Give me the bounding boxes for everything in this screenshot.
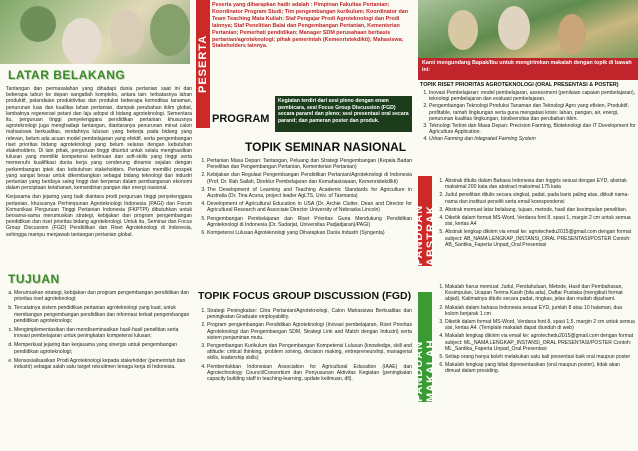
- seminar-item: 2. Kebijakan dan Regulasi Pengembangan Pendidikan Pertanian/Agroteknologi di Indonesia (Prof. Dr. Illah Sailah, Direktur Pembelajaran dan Kemahasiswaan, Kemenristekdikti): [207, 172, 412, 184]
- abstrak-item: 4. Diketik dalam format MS-Word, Verdana font 8, spasi 1, margin 2 cm untuk semua sisi, kertas A4: [445, 215, 636, 227]
- makalah-item: 1. Makalah harus memuat: Judul, Pendahuluan, Metode, Hasil dan Pembahasan, Kesimpulan, Ucapan Terima Kasih (bila ada), Daftar Pustaka (mengikuti format abjad). Kalimatnya ditulis secara padat, ringkas, jelas dan mudah dipahami.: [445, 284, 636, 303]
- topik-riset-title: TOPIK RISET PRIORITAS AGROTEKNOLOGI (ORAL PRESENTASI & POSTER): [420, 82, 619, 88]
- seminar-item: 4. Development of Agricultural Education in USA (Dr. Archie Clutter, Dean and Director for Agricultural Research and Associate Director University of Nebraska Lincoln): [207, 201, 412, 213]
- tujuan-title: TUJUAN: [8, 272, 60, 286]
- panduan-abstrak-band: PANDUAN ABSTRAK: [418, 176, 432, 266]
- topik-riset-item: 2. Pengembangan Teknologi Produksi Tanaman dan Teknologi Agro yang efisien, Produktif, profitable, ramah lingkungan serta guna mengatasi krisis: lahan, pangan, air, energi, penurunan kualitas lingkungan, biodiversitas dan perubahan iklim.: [429, 103, 636, 122]
- tujuan-item: d. Memperkuat jejaring dan kerjasama yang sinergis untuk pengembangan pendidikan agroteknologi;: [14, 342, 192, 354]
- latar-belakang-paragraph-1: Tantangan dan permasalahan yang dihadapi dunia pertanian saat ini dan beberapa tahun ke depan sangatlah kompleks, antara lain: terbatasnya lahan produktif, pelandaian produktivitas dan produksi beberapa komoditas tanaman, penurunan luas dan kualitas lahan pertanian, dampak perubahan iklim global, lambatnya regenerasi petani dan laju adopsi di bidang agroteknologi. Sementara itu, perguruan tinggi penyelenggara pendidikan pertanian khususnya agroteknologi juga menghadapi tantangan, diantaranya penurunan minat calon mahasiswa berkualitas, rendahnya lulusan yang bekerja pada bidang yang relevan, belum ada acuan model pembelajaran yang efektif, serta pengembangan riset prioritas bidang agroteknologi yang belum selaras dengan kebutuhan stakeholders. Di lain pihak, perguruan tinggi dituntut untuk selalu menghasilkan lulusan yang memiliki kompetensi keilmuan dan soft-skills yang tinggi serta memenuhi kualifikasi dunia kerja yang cenderung dinamis sejalan dengan perkembangan iptek dan kebutuhan stakeholders. Pertanian memiliki prospek yang sangat besar untuk dikembangkan sebagai bidang teknologi dan industri pertanian yang berdaya saing tinggi dan berperan dalam pembangunan ekonomi dalam penciptaan ketahanan, kemandirian pangan dan energi nasional.: [6, 86, 192, 192]
- latar-belakang-title: LATAR BELAKANG: [8, 68, 126, 82]
- makalah-item: 2. Makalah dalam bahasa Indonesia sesuai EYD, jumlah 8 atau 10 halaman, dua kolom berjarak 1 cm: [445, 305, 636, 317]
- tujuan-item: e. Mensosialisasikan Prodi Agroteknologi kepada stakeholder (pemerintah dan industri) sebagai salah satu target rekruitmen tenaga kerja di Indonesia.: [14, 358, 192, 370]
- abstrak-item: 2. Judul penelitian ditulis secara singkat, padat, pada baris paling atas, diikuti nama-nama dan institusi peneliti serta email korespondensi: [445, 192, 636, 204]
- fgd-list: [196, 308, 412, 382]
- makalah-item: 4. Makalah lengkap dikirim via email ke: agrotechedu2015@gmail.com dengan format subject: ML_NAMA LENGKAP_INSTANSI_ORAL PRESENTASI/POSTER Contoh: ML_Santika_Faperta Unpad_Oral Presentasi: [445, 333, 636, 352]
- program-text: Kegiatan terdiri dari sesi pleno dengan enam pembicara, sesi Focus Group Discussion (FGD) secara pararel dan pleno; sesi presentasi oral secara pararel; dan pameran poster dan produk.: [278, 98, 409, 124]
- abstrak-item: 3. Abstrak memuat latar belakang, tujuan, metode, hasil dan kesimpulan penelitian.: [445, 207, 636, 213]
- tujuan-item: b. Tercatatnya sistem pendidikan pertanian agroteknologi yang kuat, untuk membangun pengembangan pendidikan dan informasi terkait pengembangan pendidikan agroteknologi;: [14, 305, 192, 324]
- fgd-item: 4. Pembentukkan Indonesian Association for Agricultural Education (IAAE) dan Agrotechnology Council/Consortium dan Penyusunan Aktivitas Kegiatan (peningkatan capacity building staff in teaching-learning, update keilmuan, dll).: [207, 364, 412, 383]
- header-photo-field: [418, 0, 638, 58]
- panduan-makalah-band: PANDUAN MAKALAH: [418, 292, 432, 402]
- seminar-item: 3. The Development of Learning and Teaching Academic Standards for Agriculture in Australia (Dr. Tina Acuna, project leader AgLTS, Univ. of Tasmania): [207, 187, 412, 199]
- fgd-title: TOPIK FOCUS GROUP DISCUSSION (FGD): [198, 290, 412, 302]
- tujuan-list: [4, 290, 192, 370]
- topik-riset-list: [418, 90, 636, 143]
- seminar-title: TOPIK SEMINAR NASIONAL: [245, 140, 407, 154]
- call-for-papers-intro: Kami mengundang Bapak/Ibu untuk mengirimkan makalah dengan topik di bawah ini:: [422, 60, 632, 73]
- peserta-band: PESERTA: [196, 0, 210, 128]
- header-photo-students: [0, 0, 190, 64]
- makalah-item: 3. Diketik dalam format MS-Word, Verdana font 8, spasi 1,5, margin 2 cm untuk semua sisi, kertas A4. (Template makalah dapat diunduh di web): [445, 319, 636, 331]
- seminar-item: 5. Pengembangan Pembelajaran dan Riset Prioritas Guna Mendukung Pendidikan Agroteknologi di Indonesia (Dr. Sudarjat, Universitas Padjadjaran)/PAGI): [207, 216, 412, 228]
- makalah-list: [434, 284, 636, 375]
- peserta-text: Peserta yang diharapkan hadir adalah : Pimpinan Fakultas Pertanian; Koordinator Program Studi; Tim pengembangan kurikulum; Koordinator dan Team Teaching Mata Kuliah; Staf Pengajar Prodi Agroteknologi dan Prodi lainnya; Staf Penelitian Balai dan Pengembangan Pertanian, Kementerian Pertanian; Pemerhati pendidikan; Manager SDM perusahaan berbasis pertanian/agroteknologi; pihak pemerintah (Kemenristekdikti); Mahasiswa; Stakeholders lainnya.: [212, 2, 409, 50]
- tujuan-item: c. Mengimplementasikan dan mendiseminasikan hasil-hasil penelitian serta inovasi pembelajaran untuk peningkatan kompetensi lulusan;: [14, 327, 192, 339]
- seminar-list: [196, 158, 412, 236]
- topik-riset-item: 4. Urban Farming dan Integrated Farming System: [429, 136, 636, 142]
- abstrak-item: 1. Abstrak ditulis dalam Bahasa Indonesia dan Inggris sesuai dengan EYD, abstrak maksimal 200 kata dan abstract maksimal 175 kata: [445, 178, 636, 190]
- abstrak-list: [434, 178, 636, 248]
- seminar-item: 6. Kompetensi Lulusan Agroteknologi yang Diharapkan Dunia Industri (Syngenta): [207, 230, 412, 236]
- fgd-item: 3. Pengembangan Kurikulum dan Pengembangan Kompetensi Lulusan (knowledge, skill and attitude: critical thinking, problem solving, decision making, entrepreneurship, managerial skills, leadership skills): [207, 343, 412, 362]
- tujuan-item: a. Merumuskan strategi, kebijakan dan program pengembangan pendidikan dan prioritas riset agroteknologi;: [14, 290, 192, 302]
- program-label: PROGRAM: [212, 113, 270, 125]
- topik-riset-item: 3. Teknologi Terkini dan Masa Depan: Precision Farming, Bioteknologi dan IT Development for Agriculture Application.: [429, 123, 636, 135]
- latar-belakang-paragraph-2: Kerjasama dan jejaring yang baik diantara prodi perguruan tinggi penyelenggara pertanian, khususnya Perhimpunan Agroteknologi Indonesia (PAGI) dan Forum Komunikasi Perguruan Tinggi Pertanian Indonesia (FKPTPI) dibutuhkan untuk bersama-sama merumuskan strategi, kebijakan dan program pengembangan pendidikan dan riset prioritas bidang agroteknologi. Untuk itu, Seminar dan Focus Group Discussion (FGD) Pendidikan dan Riset Agroteknologi di Indonesia, sehingga mampu menjawab tantangan pertanian global.: [6, 194, 192, 238]
- makalah-item: 6. Makalah lengkap yang tidak dipresentasikan (oral maupun poster), tidak akan dimuat dalam prosiding.: [445, 362, 636, 374]
- call-for-papers-box: [418, 58, 638, 80]
- abstrak-item: 5. Abstrak lengkap dikirim via email ke: agrotechedu2015@gmail.com dengan format subject: AB_NAMA LENGKAP_INSTANSI_ORAL PRESENTASI/POSTER Contoh: AB_Santika_Faperta Unpad_Oral Presentasi: [445, 229, 636, 248]
- makalah-item: 5. Setiap orang hanya boleh melakukan satu kali presentasi baik oral maupun poster: [445, 354, 636, 360]
- fgd-item: 1. Strategi Peningkatan: Citra Pertanian/Agroteknologi, Calon Mahasiswa Berkualitas dan peningkatan Graduate employability.: [207, 308, 412, 320]
- topik-riset-item: 1. Inovasi Pembelajaran: model pembelajaran, assessment (penilaian capaian pembelajaran), teknologi pembelajaran dan evaluasi pembelajaran.: [429, 90, 636, 102]
- program-box: [275, 96, 412, 132]
- fgd-item: 2. Program pengembangan Pendidikan Agroteknologi (Inovasi pembelajaran, Riset Prioritas Agroteknologi dan Pengembangan SDM, Strategi Link and Match dengan Industri) serta sistem penjaminan mutu.: [207, 322, 412, 341]
- seminar-item: 1. Pertanian Masa Depan: Tantangan, Peluang dan Strategi Pengembangan (Kepala Badan Penelitian dan Pengembangan Pertanian, Kementerian Pertanian): [207, 158, 412, 170]
- latar-belakang-body: [6, 86, 192, 238]
